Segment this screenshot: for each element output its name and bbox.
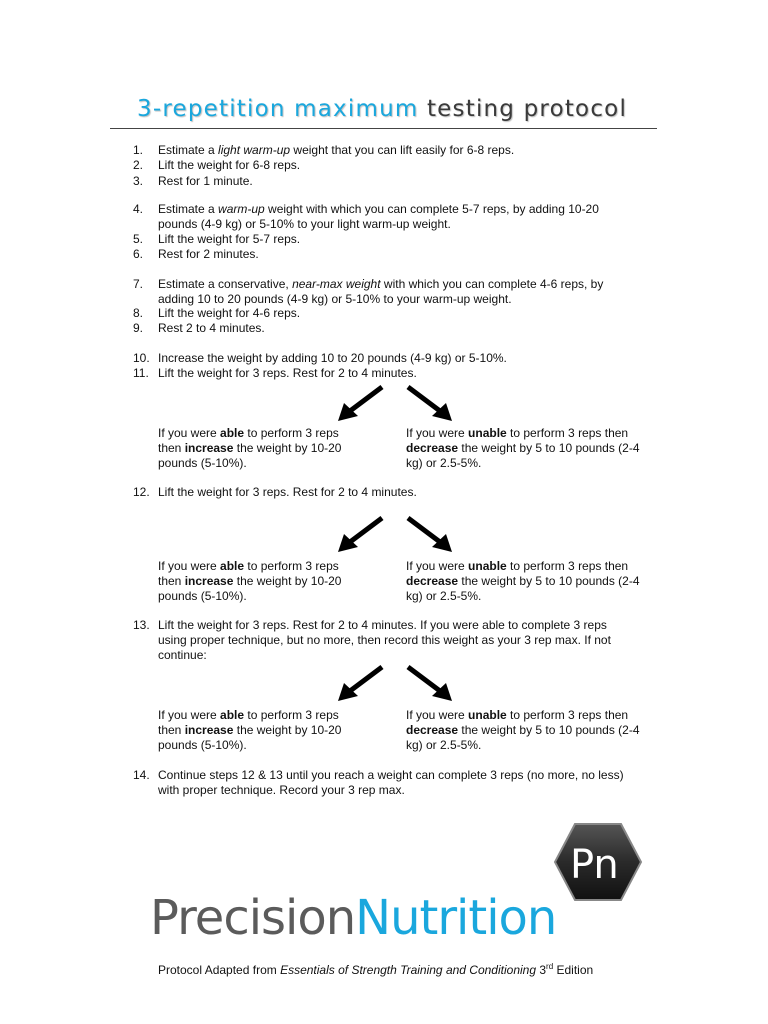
step-number: 10. <box>133 351 150 365</box>
arrow-down-right-icon <box>404 515 454 555</box>
step-text: with proper technique. Record your 3 rep max. <box>158 783 405 797</box>
unable-option-3: If you were unable to perform 3 reps then decrease the weight by 5 to 10 pounds (2-4 kg) or 2.5-5%. <box>406 708 640 752</box>
step-text: Lift the weight for 3 reps. Rest for 2 to 4 minutes. <box>158 485 417 499</box>
pn-logo-icon <box>553 822 643 902</box>
step-number: 4. <box>133 202 144 216</box>
title-rest: testing protocol <box>426 96 628 122</box>
step-text: Lift the weight for 5-7 reps. <box>158 232 301 246</box>
step-text: Lift the weight for 4-6 reps. <box>158 306 301 320</box>
step-number: 5. <box>133 232 144 246</box>
step-text: Estimate a light warm-up weight that you can lift easily for 6-8 reps. <box>158 143 515 157</box>
step-text: using proper technique, but no more, then record this weight as your 3 rep max. If not <box>158 633 611 647</box>
step-text: Rest 2 to 4 minutes. <box>158 321 265 335</box>
step-text: Lift the weight for 6-8 reps. <box>158 158 301 172</box>
step-number: 6. <box>133 247 144 261</box>
step-text: Lift the weight for 3 reps. Rest for 2 to 4 minutes. If you were able to complete 3 reps <box>158 618 607 632</box>
step-number: 12. <box>133 485 150 499</box>
step-text: Continue steps 12 & 13 until you reach a weight can complete 3 reps (no more, no less) <box>158 768 624 782</box>
brand-precision: Precision <box>150 890 356 946</box>
step-text: Rest for 2 minutes. <box>158 247 259 261</box>
able-option-2: If you were able to perform 3 reps then increase the weight by 10-20 pounds (5-10%). <box>158 559 342 603</box>
step-number: 7. <box>133 277 144 291</box>
unable-option-1: If you were unable to perform 3 reps then decrease the weight by 5 to 10 pounds (2-4 kg) or 2.5-5%. <box>406 426 640 470</box>
step-text: adding 10 to 20 pounds (4-9 kg) or 5-10% to your warm-up weight. <box>158 292 512 306</box>
arrow-down-right-icon <box>404 384 454 424</box>
step-text: pounds (4-9 kg) or 5-10% to your light warm-up weight. <box>158 217 451 231</box>
step-text: Lift the weight for 3 reps. Rest for 2 to 4 minutes. <box>158 366 417 380</box>
title-divider <box>110 128 657 129</box>
step-number: 11. <box>133 366 149 380</box>
step-text: Estimate a conservative, near-max weight with which you can complete 4-6 reps, by <box>158 277 604 291</box>
brand-nutrition: Nutrition <box>355 890 557 946</box>
able-option-3: If you were able to perform 3 reps then increase the weight by 10-20 pounds (5-10%). <box>158 708 342 752</box>
footer-citation: Protocol Adapted from Essentials of Strength Training and Conditioning 3rd Edition <box>158 962 594 977</box>
arrow-down-left-icon <box>336 515 386 555</box>
step-number: 2. <box>133 158 144 172</box>
step-text: Estimate a warm-up weight with which you can complete 5-7 reps, by adding 10-20 <box>158 202 599 216</box>
step-text: Rest for 1 minute. <box>158 174 253 188</box>
step-number: 9. <box>133 321 144 335</box>
step-text: Increase the weight by adding 10 to 20 pounds (4-9 kg) or 5-10%. <box>158 351 507 365</box>
step-number: 3. <box>133 174 144 188</box>
title-accent: 3-repetition maximum <box>137 96 419 122</box>
arrow-down-left-icon <box>336 664 386 704</box>
arrow-down-right-icon <box>404 664 454 704</box>
brand-wordmark <box>150 890 556 946</box>
step-text: continue: <box>158 648 207 662</box>
svg-text:Pn: Pn <box>570 842 619 888</box>
step-number: 14. <box>133 768 150 782</box>
unable-option-2: If you were unable to perform 3 reps then decrease the weight by 5 to 10 pounds (2-4 kg) or 2.5-5%. <box>406 559 640 603</box>
step-number: 13. <box>133 618 150 632</box>
able-option-1: If you were able to perform 3 reps then increase the weight by 10-20 pounds (5-10%). <box>158 426 342 470</box>
step-number: 1. <box>133 143 144 157</box>
arrow-down-left-icon <box>336 384 386 424</box>
step-number: 8. <box>133 306 144 320</box>
page-title <box>137 96 627 122</box>
